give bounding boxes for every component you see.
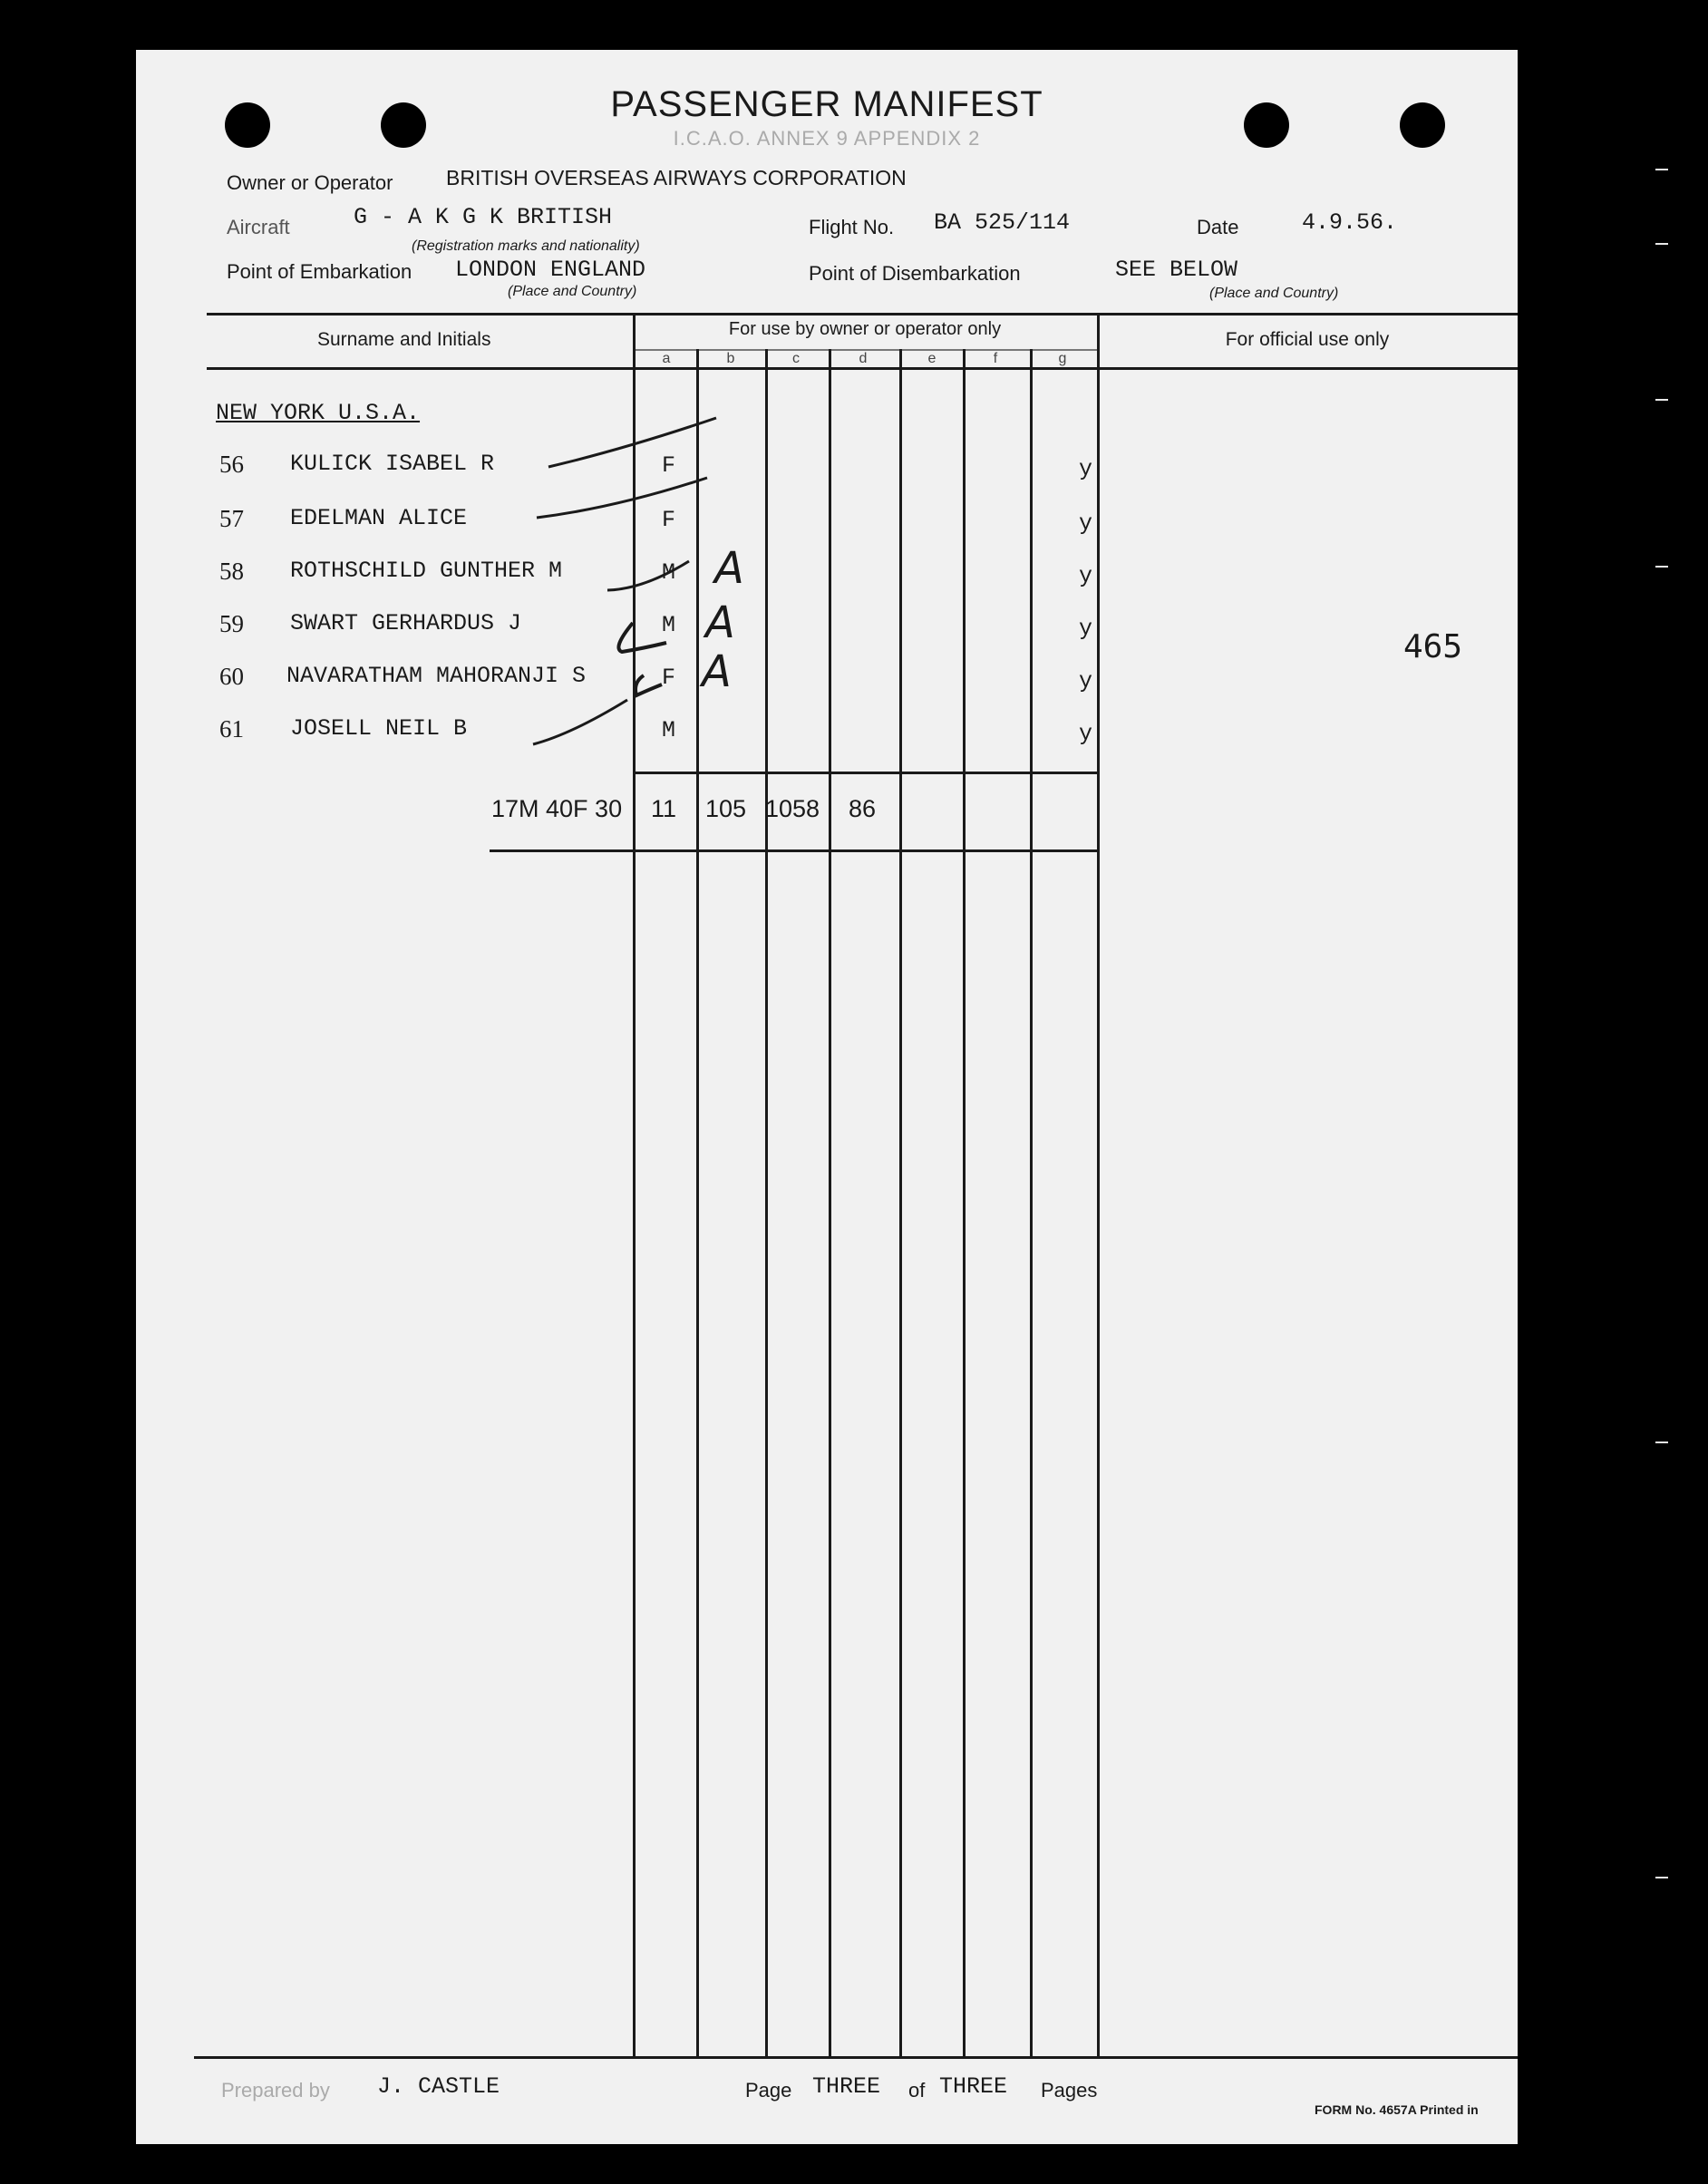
edge-mark [1655, 1441, 1668, 1443]
subcol-e: e [927, 351, 936, 366]
row-col-g: y [1079, 563, 1093, 589]
handwritten-mark: A [705, 597, 735, 648]
row-col-g: y [1079, 616, 1093, 642]
handwritten-mark: A [702, 646, 732, 697]
official-number: 465 [1403, 628, 1463, 665]
prepared-value: J. CASTLE [377, 2073, 500, 2100]
row-col-g: y [1079, 456, 1093, 482]
of-value: THREE [939, 2073, 1008, 2100]
flight-label: Flight No. [809, 216, 895, 238]
row-col-a: F [662, 452, 676, 479]
pen-stroke [533, 700, 627, 744]
edge-mark [1655, 243, 1668, 245]
handwritten-strokes [136, 50, 1043, 866]
subcol-g: g [1058, 351, 1067, 366]
edge-mark [1655, 169, 1668, 170]
of-label: of [908, 2079, 926, 2101]
subcol-f: f [993, 351, 998, 366]
embark-value: LONDON ENGLAND [455, 257, 646, 283]
pen-stroke [537, 478, 707, 518]
total-col-d: 86 [849, 795, 877, 822]
row-col-g: y [1079, 721, 1093, 747]
col-official-header: For official use only [1225, 329, 1390, 350]
owner-value: BRITISH OVERSEAS AIRWAYS CORPORATION [446, 166, 907, 189]
row-name: EDELMAN ALICE [290, 505, 468, 531]
row-number: 56 [219, 451, 244, 478]
aircraft-label: Aircraft [227, 216, 290, 238]
row-number: 60 [219, 663, 244, 690]
section-destination: NEW YORK U.S.A. [216, 400, 421, 426]
row-name: KULICK ISABEL R [290, 451, 495, 477]
table-bottom-line [194, 2056, 1518, 2059]
subcol-c: c [792, 351, 800, 366]
pen-stroke [636, 675, 662, 695]
edge-mark [1655, 1877, 1668, 1878]
pages-label: Pages [1041, 2079, 1098, 2101]
form-number: FORM No. 4657A Printed in [1315, 2102, 1479, 2117]
row-col-g: y [1079, 668, 1093, 694]
total-col-c: 1058 [765, 795, 820, 822]
aircraft-value: G - A K G K BRITISH [354, 204, 613, 230]
pen-stroke [548, 418, 716, 467]
date-label: Date [1197, 216, 1239, 238]
manifest-page [136, 50, 1518, 2144]
edge-mark [1655, 566, 1668, 568]
prepared-label: Prepared by [221, 2079, 330, 2101]
disembark-note: (Place and Country) [1209, 286, 1339, 301]
page-subtitle: I.C.A.O. ANNEX 9 APPENDIX 2 [673, 127, 981, 150]
subcol-a: a [662, 351, 671, 366]
row-name: JOSELL NEIL B [290, 715, 468, 742]
total-col-a: 11 [651, 795, 677, 822]
row-name: ROTHSCHILD GUNTHER M [290, 558, 563, 584]
row-number: 61 [219, 715, 244, 743]
total-col-b: 105 [705, 795, 747, 822]
col-owner-use-header: For use by owner or operator only [728, 319, 1002, 339]
subcol-d: d [859, 351, 868, 366]
page-label: Page [745, 2079, 792, 2101]
row-col-a: M [662, 612, 676, 638]
disembark-value: SEE BELOW [1115, 257, 1238, 283]
subcol-b: b [726, 351, 735, 366]
row-name: SWART GERHARDUS J [290, 610, 522, 636]
row-number: 58 [219, 558, 244, 585]
page-value: THREE [812, 2073, 881, 2100]
date-value: 4.9.56. [1302, 209, 1398, 236]
row-col-a: F [662, 665, 676, 691]
row-name: NAVARATHAM MAHORANJI S [286, 663, 587, 689]
row-col-g: y [1079, 510, 1093, 537]
owner-label: Owner or Operator [227, 171, 393, 194]
row-col-a: M [662, 717, 676, 743]
pen-stroke [618, 623, 666, 652]
disembark-label: Point of Disembarkation [809, 262, 1021, 285]
row-col-a: M [662, 559, 676, 586]
pen-stroke [607, 561, 689, 590]
embark-label: Point of Embarkation [227, 260, 412, 283]
row-number: 57 [219, 505, 244, 532]
totals-label: 17M 40F 30 [491, 795, 623, 822]
embark-note: (Place and Country) [508, 284, 637, 299]
aircraft-note: (Registration marks and nationality) [412, 238, 640, 254]
row-number: 59 [219, 610, 244, 637]
handwritten-mark: A [714, 543, 744, 594]
row-col-a: F [662, 507, 676, 533]
page-title: PASSENGER MANIFEST [610, 84, 1043, 124]
col-divider-official [1097, 313, 1100, 2058]
flight-value: BA 525/114 [934, 209, 1071, 236]
col-surname-header: Surname and Initials [317, 329, 491, 350]
edge-mark [1655, 399, 1668, 401]
